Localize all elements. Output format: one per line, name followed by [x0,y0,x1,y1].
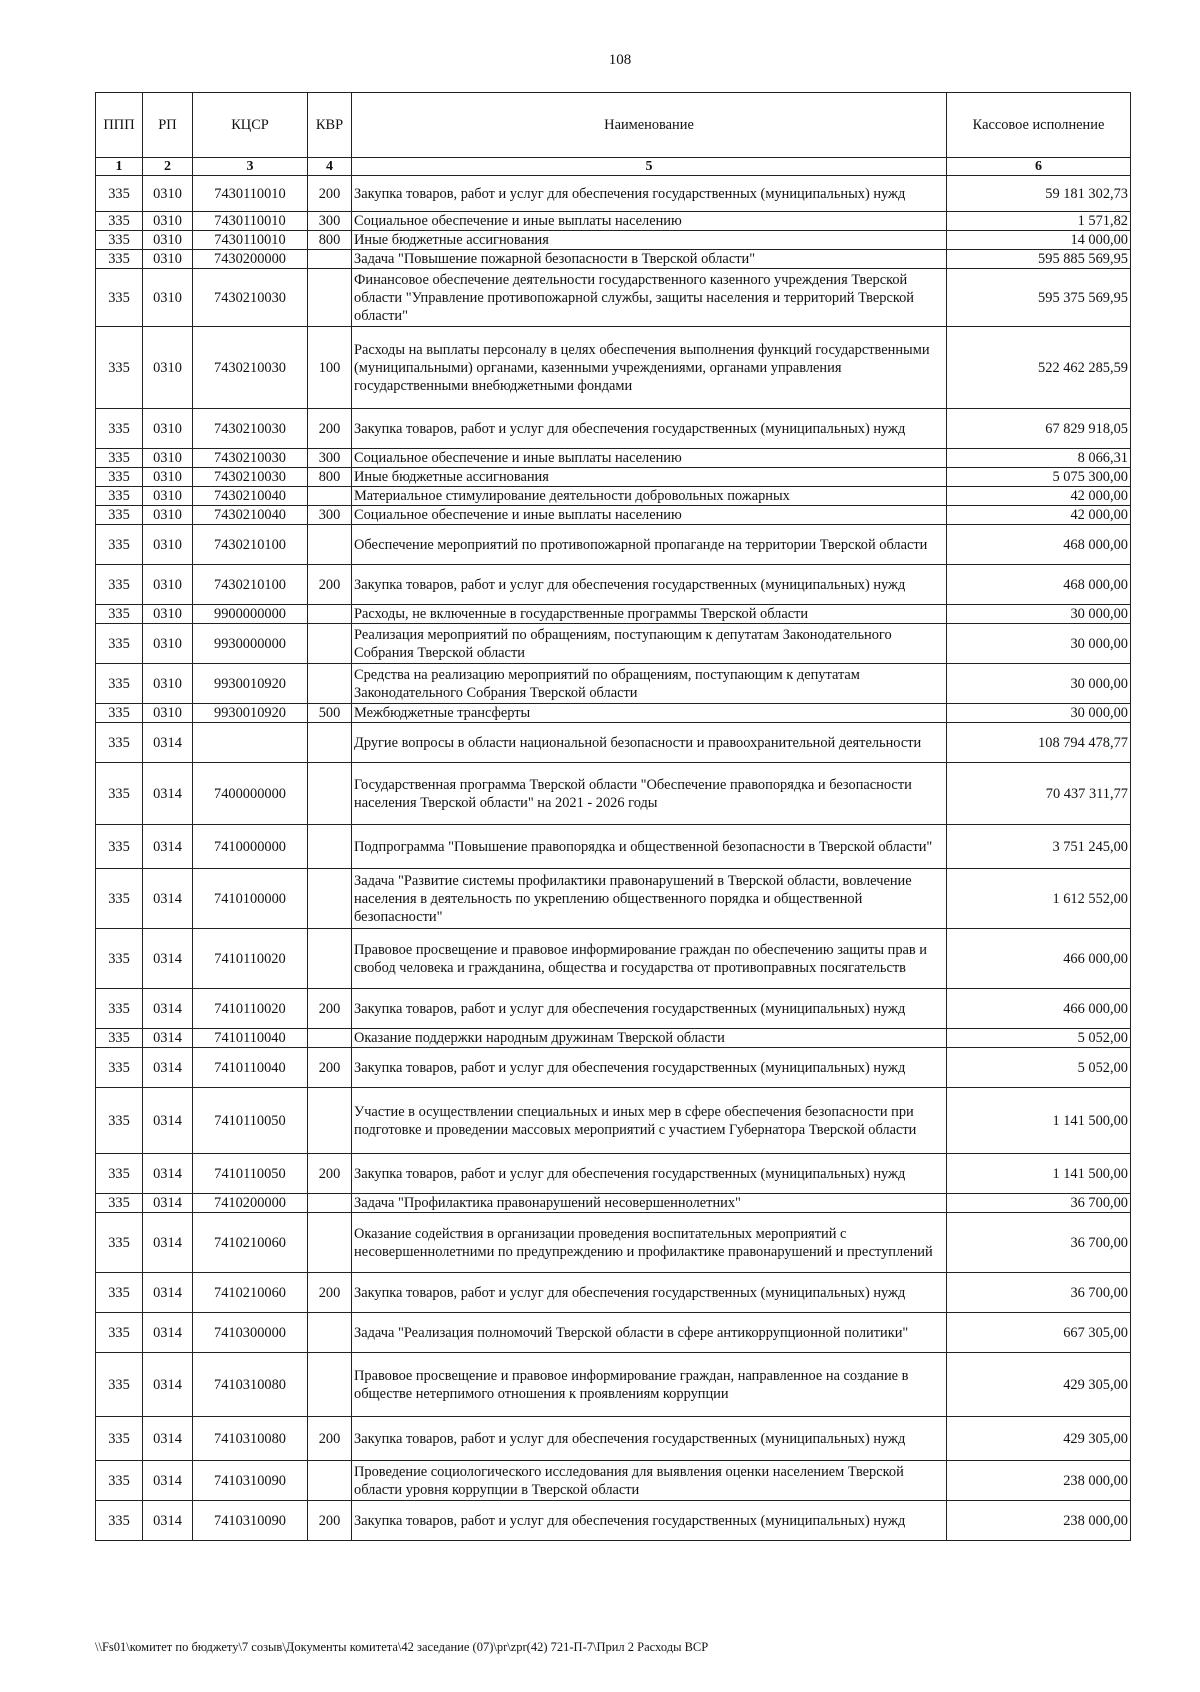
cell-amount: 108 794 478,77 [947,723,1131,763]
cell-rp: 0310 [143,704,193,723]
cell-kvr: 800 [308,231,352,250]
cell-kcsr: 7430210040 [193,487,308,506]
cell-rp: 0310 [143,176,193,212]
cell-kvr: 200 [308,409,352,449]
cell-name: Обеспечение мероприятий по противопожарной пропаганде на территории Тверской области [352,525,947,565]
cell-kcsr: 7410110020 [193,989,308,1029]
cell-kcsr: 7410310090 [193,1461,308,1501]
cell-amount: 595 375 569,95 [947,269,1131,327]
cell-name: Закупка товаров, работ и услуг для обеспечения государственных (муниципальных) нужд [352,1273,947,1313]
table-row [96,664,1131,704]
table-row [96,176,1131,212]
table-row [96,1048,1131,1088]
cell-kcsr: 9930010920 [193,704,308,723]
cell-rp: 0314 [143,929,193,989]
cell-ppp: 335 [96,468,143,487]
cell-amount: 8 066,31 [947,449,1131,468]
table-row [96,869,1131,929]
table-row [96,1088,1131,1154]
cell-kcsr: 7430210040 [193,506,308,525]
cell-kvr: 200 [308,1273,352,1313]
cell-kcsr: 7410310080 [193,1417,308,1461]
cell-kvr: 200 [308,176,352,212]
cell-name: Межбюджетные трансферты [352,704,947,723]
cell-kcsr: 7410310080 [193,1353,308,1417]
cell-amount: 1 571,82 [947,212,1131,231]
cell-kvr [308,1313,352,1353]
cell-kvr [308,1461,352,1501]
cell-name: Социальное обеспечение и иные выплаты населению [352,212,947,231]
header-amount: Кассовое исполнение [947,93,1131,158]
cell-kcsr: 7410110020 [193,929,308,989]
cell-kcsr: 7410210060 [193,1213,308,1273]
cell-kcsr: 7400000000 [193,763,308,825]
table-row [96,565,1131,605]
cell-ppp: 335 [96,327,143,409]
column-number: 5 [352,158,947,176]
cell-name: Закупка товаров, работ и услуг для обеспечения государственных (муниципальных) нужд [352,409,947,449]
table-row [96,525,1131,565]
cell-rp: 0314 [143,1194,193,1213]
cell-kcsr: 7410100000 [193,869,308,929]
cell-kvr [308,664,352,704]
cell-kvr [308,250,352,269]
file-path-footer: \\Fs01\комитет по бюджету\7 созыв\Документы комитета\42 заседание (07)\pr\zpr(42) 721-П-7\Прил 2 Расходы ВСР [95,1640,709,1654]
cell-amount: 1 612 552,00 [947,869,1131,929]
cell-kvr: 300 [308,449,352,468]
cell-name: Иные бюджетные ассигнования [352,231,947,250]
cell-kvr [308,869,352,929]
cell-kcsr: 7430210100 [193,565,308,605]
column-number: 2 [143,158,193,176]
cell-kvr [308,1194,352,1213]
table-row [96,1313,1131,1353]
cell-name: Задача "Реализация полномочий Тверской области в сфере антикоррупционной политики" [352,1313,947,1353]
cell-kvr [308,1088,352,1154]
cell-ppp: 335 [96,1273,143,1313]
cell-rp: 0310 [143,468,193,487]
cell-amount: 466 000,00 [947,929,1131,989]
cell-ppp: 335 [96,231,143,250]
cell-amount: 1 141 500,00 [947,1088,1131,1154]
cell-amount: 466 000,00 [947,989,1131,1029]
cell-rp: 0314 [143,989,193,1029]
cell-name: Другие вопросы в области национальной безопасности и правоохранительной деятельности [352,723,947,763]
cell-rp: 0310 [143,269,193,327]
cell-ppp: 335 [96,176,143,212]
cell-kvr [308,269,352,327]
header-rp: РП [143,93,193,158]
cell-rp: 0310 [143,487,193,506]
table-row [96,1353,1131,1417]
cell-kcsr: 9900000000 [193,605,308,624]
table-row [96,327,1131,409]
cell-kcsr: 7430210030 [193,449,308,468]
cell-amount: 3 751 245,00 [947,825,1131,869]
cell-amount: 42 000,00 [947,506,1131,525]
table-row [96,1417,1131,1461]
column-number-row [96,158,1131,176]
cell-kvr [308,763,352,825]
cell-rp: 0314 [143,1501,193,1541]
cell-amount: 30 000,00 [947,605,1131,624]
cell-amount: 70 437 311,77 [947,763,1131,825]
cell-rp: 0314 [143,1088,193,1154]
cell-rp: 0314 [143,1048,193,1088]
cell-rp: 0314 [143,1417,193,1461]
cell-rp: 0314 [143,723,193,763]
column-number: 3 [193,158,308,176]
cell-amount: 468 000,00 [947,565,1131,605]
cell-kvr [308,825,352,869]
cell-rp: 0314 [143,763,193,825]
cell-ppp: 335 [96,1029,143,1048]
cell-kvr: 200 [308,1501,352,1541]
cell-ppp: 335 [96,212,143,231]
cell-kcsr: 7410310090 [193,1501,308,1541]
table-row [96,825,1131,869]
cell-kcsr: 7430200000 [193,250,308,269]
cell-rp: 0310 [143,624,193,664]
cell-amount: 30 000,00 [947,704,1131,723]
cell-kcsr: 7430210030 [193,409,308,449]
cell-kcsr: 7430210030 [193,327,308,409]
cell-ppp: 335 [96,506,143,525]
table-row [96,506,1131,525]
table-row [96,409,1131,449]
cell-rp: 0314 [143,1213,193,1273]
cell-rp: 0310 [143,250,193,269]
cell-kcsr: 7410300000 [193,1313,308,1353]
cell-amount: 595 885 569,95 [947,250,1131,269]
cell-ppp: 335 [96,1501,143,1541]
cell-amount: 36 700,00 [947,1194,1131,1213]
cell-kcsr: 9930010920 [193,664,308,704]
cell-kvr [308,929,352,989]
cell-ppp: 335 [96,250,143,269]
cell-name: Закупка товаров, работ и услуг для обеспечения государственных (муниципальных) нужд [352,1048,947,1088]
cell-name: Закупка товаров, работ и услуг для обеспечения государственных (муниципальных) нужд [352,1501,947,1541]
cell-ppp: 335 [96,664,143,704]
cell-name: Задача "Профилактика правонарушений несовершеннолетних" [352,1194,947,1213]
cell-kvr: 100 [308,327,352,409]
cell-amount: 429 305,00 [947,1417,1131,1461]
cell-kvr: 500 [308,704,352,723]
cell-ppp: 335 [96,1088,143,1154]
cell-name: Реализация мероприятий по обращениям, поступающим к депутатам Законодательного Собрания Тверской области [352,624,947,664]
cell-name: Закупка товаров, работ и услуг для обеспечения государственных (муниципальных) нужд [352,989,947,1029]
cell-rp: 0310 [143,565,193,605]
cell-ppp: 335 [96,1213,143,1273]
table-row [96,1213,1131,1273]
cell-amount: 468 000,00 [947,525,1131,565]
cell-name: Расходы на выплаты персоналу в целях обеспечения выполнения функций государственными (муниципальными) органами, казенными учреждениями, органами управления государственными внебюджетными фондами [352,327,947,409]
cell-amount: 5 052,00 [947,1048,1131,1088]
cell-kcsr: 7430210100 [193,525,308,565]
header-kvr: КВР [308,93,352,158]
cell-name: Закупка товаров, работ и услуг для обеспечения государственных (муниципальных) нужд [352,176,947,212]
cell-rp: 0314 [143,1273,193,1313]
cell-kvr: 200 [308,1048,352,1088]
cell-amount: 429 305,00 [947,1353,1131,1417]
cell-name: Задача "Развитие системы профилактики правонарушений в Тверской области, вовлечение населения в деятельность по укреплению общественного порядка и общественной безопасности" [352,869,947,929]
cell-kvr: 300 [308,212,352,231]
table-row [96,929,1131,989]
cell-name: Средства на реализацию мероприятий по обращениям, поступающим к депутатам Законодательного Собрания Тверской области [352,664,947,704]
cell-ppp: 335 [96,1461,143,1501]
expenditure-table [95,92,1131,1541]
header-ppp: ППП [96,93,143,158]
table-row [96,1194,1131,1213]
cell-ppp: 335 [96,989,143,1029]
cell-rp: 0310 [143,664,193,704]
cell-ppp: 335 [96,704,143,723]
cell-amount: 667 305,00 [947,1313,1131,1353]
cell-amount: 36 700,00 [947,1213,1131,1273]
table-row [96,763,1131,825]
table-row [96,1461,1131,1501]
table-row [96,212,1131,231]
column-number: 4 [308,158,352,176]
cell-kvr: 200 [308,565,352,605]
cell-amount: 14 000,00 [947,231,1131,250]
table-row [96,605,1131,624]
header-kcsr: КЦСР [193,93,308,158]
table-row [96,231,1131,250]
cell-kvr [308,1029,352,1048]
header-name: Наименование [352,93,947,158]
cell-name: Социальное обеспечение и иные выплаты населению [352,506,947,525]
cell-kvr: 800 [308,468,352,487]
cell-ppp: 335 [96,487,143,506]
cell-ppp: 335 [96,929,143,989]
cell-amount: 59 181 302,73 [947,176,1131,212]
cell-name: Участие в осуществлении специальных и иных мер в сфере обеспечения безопасности при подготовке и проведении массовых мероприятий с участием Губернатора Тверской области [352,1088,947,1154]
cell-name: Проведение социологического исследования для выявления оценки населением Тверской области уровня коррупции в Тверской области [352,1461,947,1501]
cell-amount: 238 000,00 [947,1461,1131,1501]
cell-ppp: 335 [96,1417,143,1461]
cell-kcsr: 7410000000 [193,825,308,869]
cell-name: Оказание поддержки народным дружинам Тверской области [352,1029,947,1048]
cell-amount: 5 052,00 [947,1029,1131,1048]
cell-kcsr: 7410110040 [193,1029,308,1048]
cell-rp: 0314 [143,1154,193,1194]
cell-kcsr: 9930000000 [193,624,308,664]
cell-kvr [308,1213,352,1273]
cell-kvr [308,525,352,565]
cell-amount: 36 700,00 [947,1273,1131,1313]
cell-ppp: 335 [96,723,143,763]
cell-kcsr: 7410200000 [193,1194,308,1213]
cell-name: Материальное стимулирование деятельности добровольных пожарных [352,487,947,506]
cell-rp: 0314 [143,825,193,869]
cell-ppp: 335 [96,763,143,825]
cell-rp: 0314 [143,1353,193,1417]
cell-ppp: 335 [96,565,143,605]
table-row [96,1029,1131,1048]
cell-rp: 0314 [143,869,193,929]
table-body [96,176,1131,1541]
cell-name: Закупка товаров, работ и услуг для обеспечения государственных (муниципальных) нужд [352,1417,947,1461]
cell-rp: 0314 [143,1313,193,1353]
cell-name: Правовое просвещение и правовое информирование граждан по обеспечению защиты прав и свобод человека и гражданина, общества и государства от противоправных посягательств [352,929,947,989]
cell-ppp: 335 [96,825,143,869]
table-row [96,1501,1131,1541]
cell-name: Правовое просвещение и правовое информирование граждан, направленное на создание в обществе нетерпимого отношения к проявлениям коррупции [352,1353,947,1417]
table-row [96,449,1131,468]
table-row [96,1154,1131,1194]
table-row [96,269,1131,327]
table-row [96,704,1131,723]
table-row [96,487,1131,506]
cell-name: Закупка товаров, работ и услуг для обеспечения государственных (муниципальных) нужд [352,1154,947,1194]
cell-kvr: 200 [308,1417,352,1461]
cell-ppp: 335 [96,1194,143,1213]
column-number: 1 [96,158,143,176]
table-row [96,624,1131,664]
cell-ppp: 335 [96,269,143,327]
cell-ppp: 335 [96,624,143,664]
cell-rp: 0310 [143,605,193,624]
table-row [96,1273,1131,1313]
cell-amount: 30 000,00 [947,664,1131,704]
cell-rp: 0310 [143,506,193,525]
table-row [96,250,1131,269]
cell-kcsr: 7410110050 [193,1088,308,1154]
page-number: 108 [608,52,632,68]
cell-ppp: 335 [96,449,143,468]
cell-kcsr: 7430110010 [193,231,308,250]
cell-kvr [308,1353,352,1417]
cell-ppp: 335 [96,605,143,624]
cell-ppp: 335 [96,525,143,565]
cell-name: Иные бюджетные ассигнования [352,468,947,487]
cell-amount: 67 829 918,05 [947,409,1131,449]
cell-amount: 522 462 285,59 [947,327,1131,409]
cell-rp: 0310 [143,525,193,565]
cell-kvr [308,605,352,624]
cell-name: Социальное обеспечение и иные выплаты населению [352,449,947,468]
cell-name: Финансовое обеспечение деятельности государственного казенного учреждения Тверской области "Управление противопожарной службы, защиты населения и территорий Тверской области" [352,269,947,327]
cell-kcsr: 7410110040 [193,1048,308,1088]
cell-ppp: 335 [96,1353,143,1417]
cell-ppp: 335 [96,869,143,929]
cell-rp: 0310 [143,449,193,468]
column-number: 6 [947,158,1131,176]
cell-name: Закупка товаров, работ и услуг для обеспечения государственных (муниципальных) нужд [352,565,947,605]
cell-ppp: 335 [96,1154,143,1194]
cell-amount: 5 075 300,00 [947,468,1131,487]
cell-kvr: 200 [308,989,352,1029]
cell-amount: 30 000,00 [947,624,1131,664]
cell-name: Государственная программа Тверской области "Обеспечение правопорядка и безопасности населения Тверской области" на 2021 - 2026 годы [352,763,947,825]
cell-rp: 0310 [143,212,193,231]
cell-ppp: 335 [96,409,143,449]
cell-rp: 0310 [143,409,193,449]
cell-ppp: 335 [96,1048,143,1088]
cell-rp: 0310 [143,327,193,409]
cell-kvr [308,624,352,664]
cell-kcsr: 7430210030 [193,269,308,327]
cell-rp: 0314 [143,1029,193,1048]
cell-ppp: 335 [96,1313,143,1353]
cell-amount: 1 141 500,00 [947,1154,1131,1194]
cell-kvr: 300 [308,506,352,525]
header-row [96,93,1131,158]
cell-rp: 0310 [143,231,193,250]
cell-kcsr: 7410110050 [193,1154,308,1194]
cell-amount: 238 000,00 [947,1501,1131,1541]
cell-kvr [308,723,352,763]
cell-kvr: 200 [308,1154,352,1194]
table-row [96,723,1131,763]
cell-kcsr: 7410210060 [193,1273,308,1313]
cell-name: Подпрограмма "Повышение правопорядка и общественной безопасности в Тверской области" [352,825,947,869]
table-row [96,989,1131,1029]
cell-kcsr: 7430210030 [193,468,308,487]
cell-kvr [308,487,352,506]
cell-rp: 0314 [143,1461,193,1501]
cell-name: Расходы, не включенные в государственные программы Тверской области [352,605,947,624]
cell-kcsr [193,723,308,763]
cell-kcsr: 7430110010 [193,212,308,231]
cell-name: Оказание содействия в организации проведения воспитательных мероприятий с несовершеннолетними по предупреждению и профилактике правонарушений и преступлений [352,1213,947,1273]
table-row [96,468,1131,487]
cell-amount: 42 000,00 [947,487,1131,506]
cell-kcsr: 7430110010 [193,176,308,212]
cell-name: Задача "Повышение пожарной безопасности в Тверской области" [352,250,947,269]
